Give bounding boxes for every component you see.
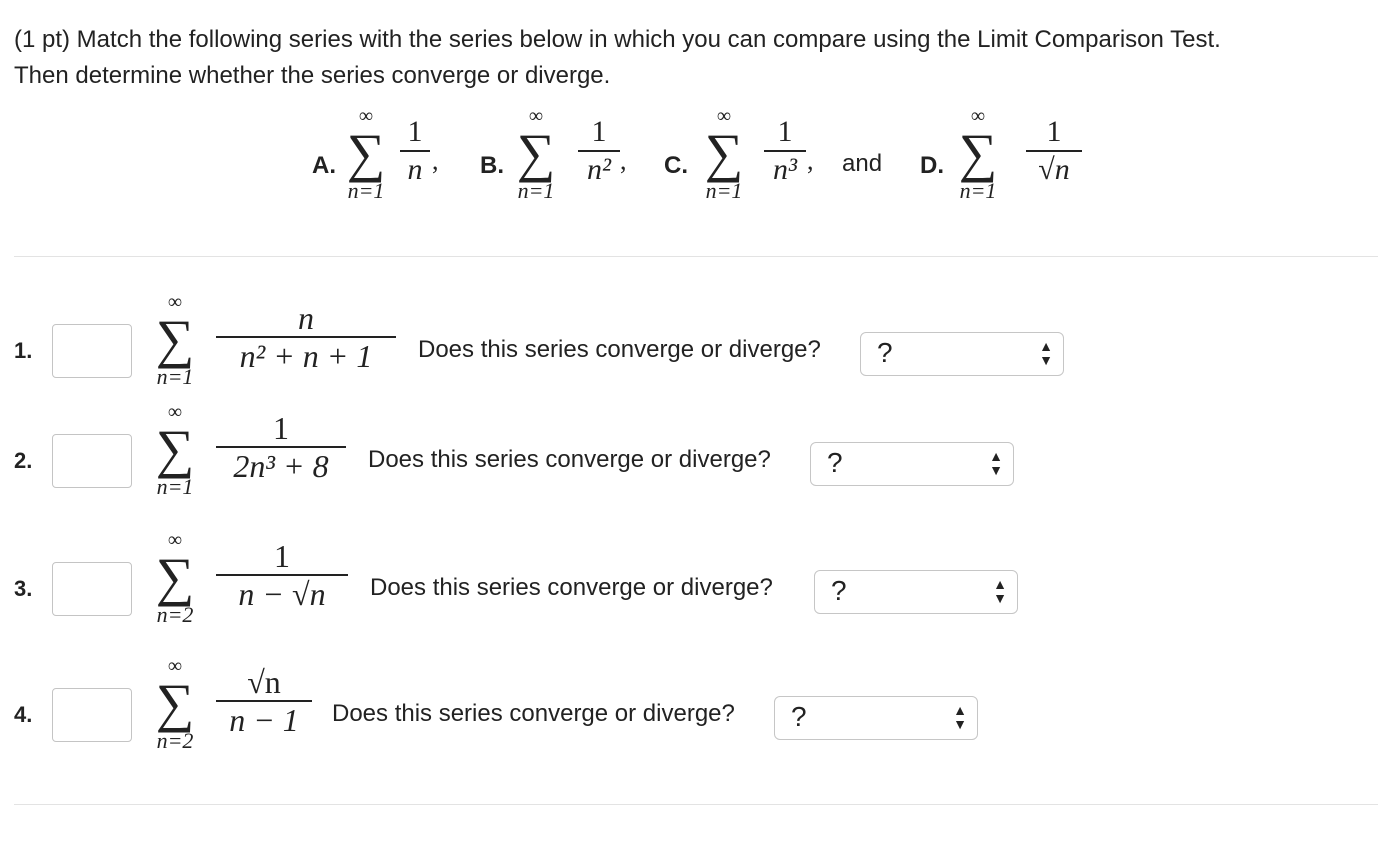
- fraction-denominator: n³: [773, 153, 797, 186]
- sigma-lower-limit: n=2: [156, 728, 194, 753]
- select-arrows-icon: ▲ ▼: [953, 702, 967, 732]
- fraction-denominator: n² + n + 1: [239, 338, 373, 374]
- choice-punct: ,: [432, 146, 439, 175]
- fraction-numerator: √n: [247, 664, 281, 700]
- choice-d: [920, 106, 1090, 226]
- sigma-upper-limit: ∞: [167, 529, 183, 551]
- converge-diverge-select[interactable]: [774, 696, 978, 740]
- problem-row-2: [0, 400, 1390, 520]
- choice-letter: D.: [920, 152, 944, 179]
- choice-fraction: [400, 114, 430, 188]
- choice-c: [664, 106, 824, 226]
- choice-fraction: [1026, 114, 1082, 188]
- choice-b: [480, 106, 630, 226]
- choice-fraction: [578, 114, 620, 188]
- problem-statement: [14, 22, 1374, 94]
- answer-letter-input[interactable]: [52, 688, 132, 742]
- converge-question: Does this series converge or diverge?: [370, 574, 773, 601]
- sigma-glyph: ∑: [516, 123, 556, 183]
- sigma-symbol: [512, 106, 560, 202]
- divider-top: [14, 256, 1378, 257]
- fraction-denominator: n: [407, 153, 423, 186]
- sigma-lower-limit: n=1: [959, 178, 997, 203]
- choice-letter: C.: [664, 152, 688, 179]
- problem-number: 3.: [14, 576, 33, 601]
- fraction-numerator: 1: [591, 115, 607, 148]
- select-value: ?: [831, 575, 847, 606]
- fraction-denominator: n²: [587, 153, 611, 186]
- select-arrows-icon: ▲ ▼: [1039, 338, 1053, 368]
- sigma-symbol: [954, 106, 1002, 202]
- sigma-symbol: [150, 402, 200, 498]
- problem-row-3: [0, 528, 1390, 648]
- sigma-upper-limit: ∞: [716, 105, 732, 127]
- problem-number: 2.: [14, 448, 33, 473]
- sigma-lower-limit: n=1: [705, 178, 743, 203]
- converge-question: Does this series converge or diverge?: [332, 700, 735, 727]
- series-fraction: [216, 300, 396, 374]
- sigma-upper-limit: ∞: [167, 655, 183, 677]
- sigma-glyph: ∑: [155, 309, 195, 369]
- sigma-lower-limit: n=1: [156, 364, 194, 389]
- answer-letter-input[interactable]: [52, 434, 132, 488]
- converge-diverge-select[interactable]: [860, 332, 1064, 376]
- problem-row-1: [0, 290, 1390, 410]
- choice-a: [312, 106, 442, 226]
- select-value: ?: [877, 337, 893, 368]
- converge-diverge-select[interactable]: [814, 570, 1018, 614]
- choice-fraction: [764, 114, 806, 188]
- converge-question: Does this series converge or diverge?: [368, 446, 771, 473]
- sigma-glyph: ∑: [704, 123, 744, 183]
- sigma-symbol: [342, 106, 390, 202]
- select-arrows-icon: ▲ ▼: [993, 576, 1007, 606]
- sigma-glyph: ∑: [155, 547, 195, 607]
- fraction-denominator: 2n³ + 8: [233, 448, 329, 484]
- fraction-denominator: n − 1: [229, 702, 299, 738]
- sigma-glyph: ∑: [155, 673, 195, 733]
- series-fraction: [216, 410, 346, 484]
- sigma-symbol: [150, 292, 200, 388]
- choice-letter: B.: [480, 152, 504, 179]
- converge-diverge-select[interactable]: [810, 442, 1014, 486]
- sigma-symbol: [700, 106, 748, 202]
- sigma-upper-limit: ∞: [167, 291, 183, 313]
- sigma-glyph: ∑: [346, 123, 386, 183]
- fraction-numerator: 1: [273, 410, 289, 446]
- sigma-glyph: ∑: [958, 123, 998, 183]
- problem-row-4: [0, 654, 1390, 774]
- fraction-numerator: 1: [274, 538, 290, 574]
- problem-statement-line-2: Then determine whether the series converge or diverge.: [14, 62, 611, 89]
- sigma-upper-limit: ∞: [970, 105, 986, 127]
- fraction-numerator: 1: [407, 115, 423, 148]
- fraction-numerator: n: [298, 300, 314, 336]
- sigma-upper-limit: ∞: [528, 105, 544, 127]
- answer-letter-input[interactable]: [52, 562, 132, 616]
- problem-statement-line-1: (1 pt) Match the following series with the series below in which you can compare using the Limit Comparison Test.: [14, 26, 1221, 53]
- sigma-lower-limit: n=1: [156, 474, 194, 499]
- fraction-numerator: 1: [1046, 115, 1062, 148]
- sigma-lower-limit: n=1: [517, 178, 555, 203]
- fraction-denominator: √n: [1038, 153, 1070, 186]
- sigma-lower-limit: n=1: [347, 178, 385, 203]
- divider-bottom: [14, 804, 1378, 805]
- sigma-glyph: ∑: [155, 419, 195, 479]
- sigma-symbol: [150, 656, 200, 752]
- and-text: and: [842, 150, 883, 177]
- series-fraction: [216, 664, 312, 738]
- sigma-lower-limit: n=2: [156, 602, 194, 627]
- fraction-denominator: n − √n: [238, 576, 326, 612]
- problem-number: 1.: [14, 338, 33, 363]
- series-fraction: [216, 538, 348, 612]
- sigma-upper-limit: ∞: [167, 401, 183, 423]
- sigma-symbol: [150, 530, 200, 626]
- converge-question: Does this series converge or diverge?: [418, 336, 821, 363]
- select-value: ?: [827, 447, 843, 478]
- sigma-upper-limit: ∞: [358, 105, 374, 127]
- fraction-numerator: 1: [777, 115, 793, 148]
- choice-punct: ,: [807, 146, 814, 175]
- choice-letter: A.: [312, 152, 336, 179]
- answer-letter-input[interactable]: [52, 324, 132, 378]
- select-value: ?: [791, 701, 807, 732]
- problem-number: 4.: [14, 702, 33, 727]
- choice-punct: ,: [620, 146, 627, 175]
- select-arrows-icon: ▲ ▼: [989, 448, 1003, 478]
